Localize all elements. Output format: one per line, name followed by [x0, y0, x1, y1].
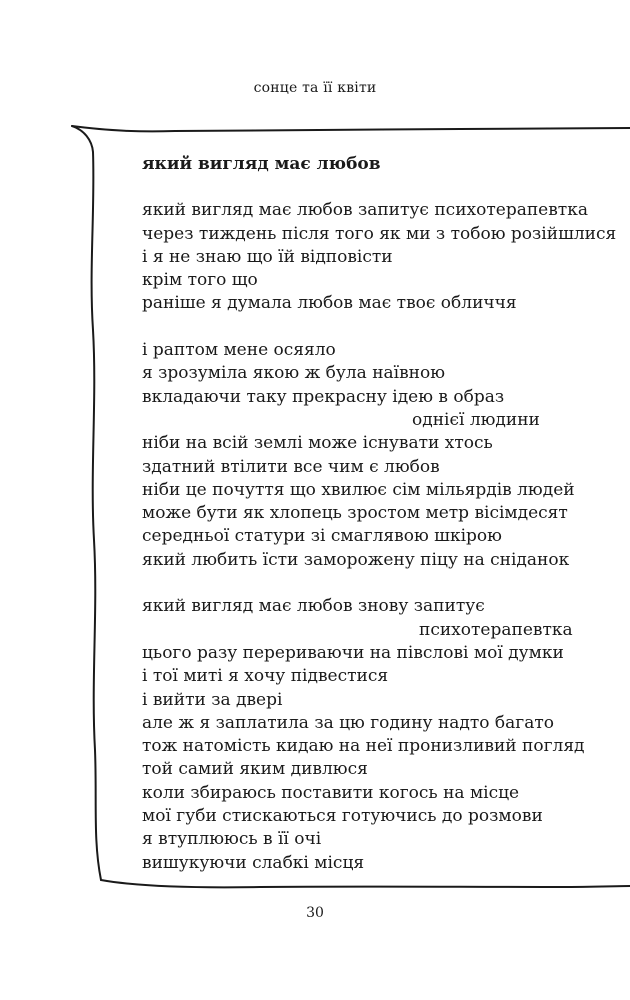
poem-line: який любить їсти заморожену піцу на сніданок	[142, 549, 570, 570]
poem-line: раніше я думала любов має твоє обличчя	[142, 293, 517, 314]
poem-line: тож натомість кидаю на неї пронизливий погляд	[142, 736, 585, 757]
poem-line: який вигляд має любов знову запитує	[142, 596, 485, 617]
poem-line: ніби це почуття що хвилює сім мільярдів людей	[142, 479, 575, 500]
page-number: 30	[306, 905, 324, 921]
poem-line: мої губи стискаються готуючись до розмови	[142, 806, 543, 827]
poem-line-indented: однієї людини	[412, 409, 540, 430]
poem-line: той самий яким дивлюся	[142, 759, 368, 780]
poem-line: коли збираюсь поставити когось на місце	[142, 782, 520, 803]
poem-line: крім того що	[142, 270, 258, 291]
poem-line: вишукуючи слабкі місця	[142, 852, 365, 873]
poem-line: але ж я заплатила за цю годину надто багато	[142, 712, 554, 733]
poem-line: і я не знаю що їй відповісти	[142, 246, 393, 267]
poem-line: середньої статури зі смаглявою шкірою	[142, 526, 502, 547]
stanza-1	[142, 199, 617, 315]
poem-line: і раптом мене осяяло	[142, 340, 336, 361]
poem-line: я втуплююсь в її очі	[142, 829, 322, 850]
poem-line: який вигляд має любов запитує психотерапевтка	[142, 200, 588, 221]
frame-top-edge	[72, 126, 630, 131]
poem-line: через тиждень після того як ми з тобою розійшлися	[142, 223, 617, 244]
poem-line: і тої миті я хочу підвестися	[142, 666, 389, 687]
stanza-2	[142, 339, 612, 572]
poem	[142, 153, 617, 898]
poem-title: який вигляд має любов	[142, 154, 381, 174]
poem-line: цього разу перериваючи на півслові мої думки	[142, 642, 564, 663]
poem-line: я зрозуміла якою ж була наївною	[142, 363, 446, 384]
stanza-3	[142, 595, 612, 875]
poem-line: ніби на всій землі може існувати хтось	[142, 433, 493, 454]
poem-line: вкладаючи таку прекрасну ідею в образ	[142, 386, 505, 407]
poem-line: здатний втілити все чим є любов	[142, 456, 440, 477]
poem-line: може бути як хлопець зростом метр вісімдесят	[142, 503, 568, 524]
poem-line: і вийти за двері	[142, 689, 283, 710]
poem-line-indented: психотерапевтка	[419, 619, 573, 640]
running-header: сонце та її квіти	[253, 80, 377, 96]
frame-left-edge	[72, 126, 101, 880]
